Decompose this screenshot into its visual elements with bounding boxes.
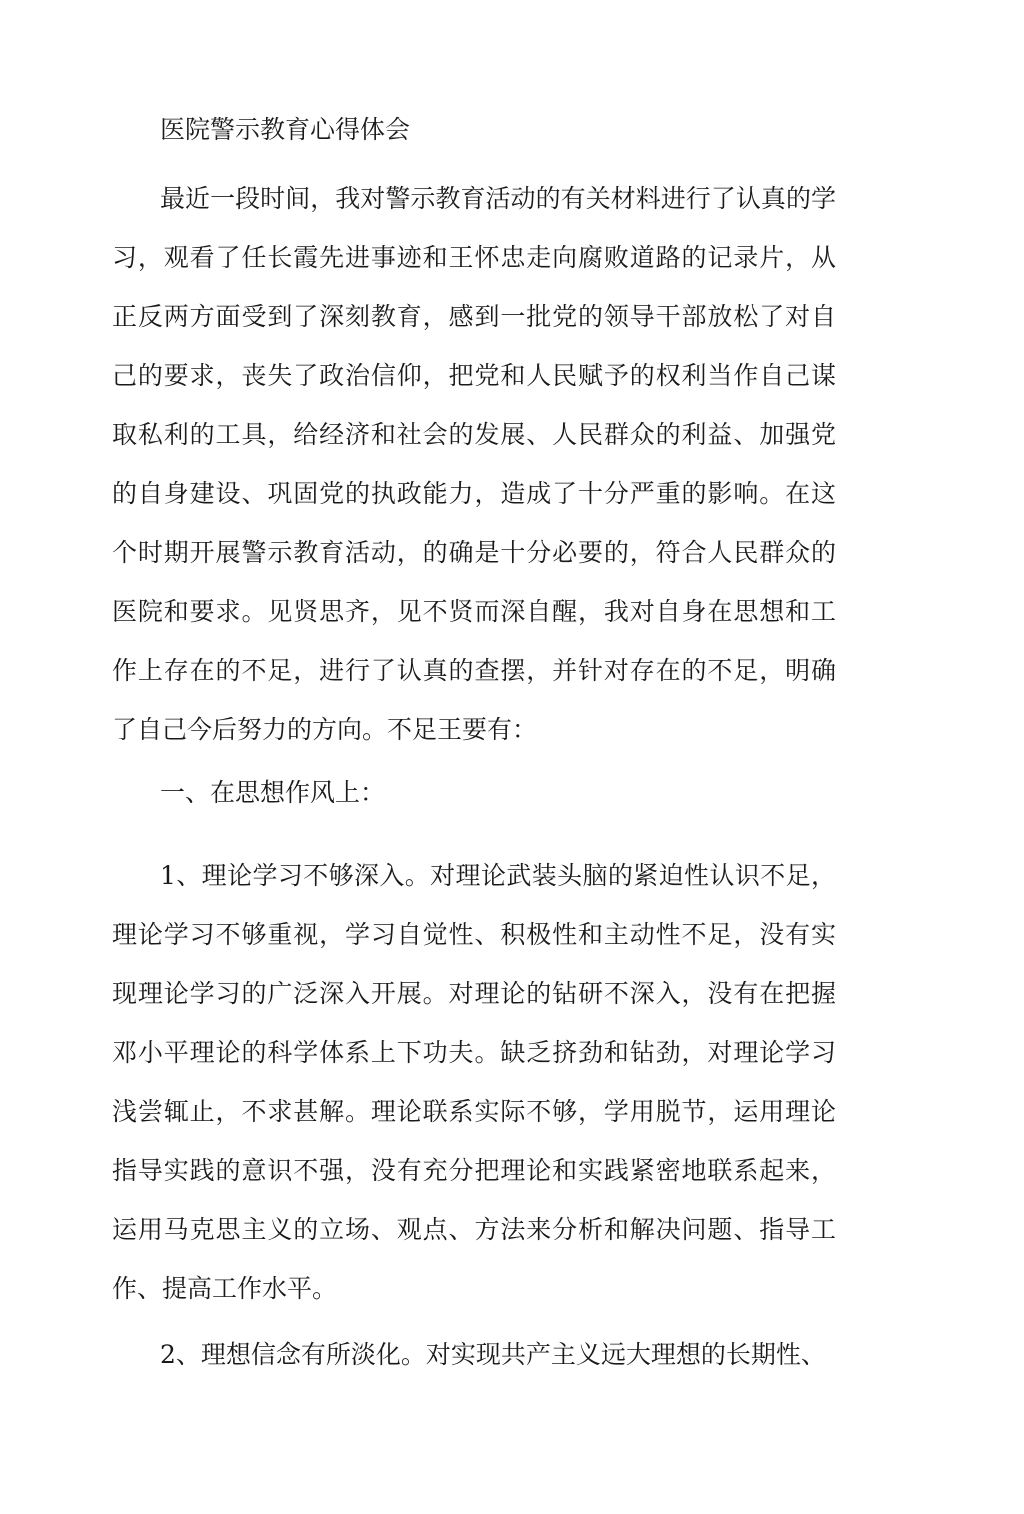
body-paragraph: 最近一段时间，我对警示教育活动的有关材料进行了认真的学习，观看了任长霞先进事迹和王怀忠走向腐败道路的记录片，从正反两方面受到了深刻教育，感到一批党的领导干部放松了对自己的要求，丧失了政治信仰，把党和人民赋予的权利当作自己谋取私利的工具，给经济和社会的发展、人民群众的利益、加强党的自身建设、巩固党的执政能力，造成了十分严重的影响。在这个时期开展警示教育活动，的确是十分必要的，符合人民群众的医院和要求。见贤思齐，见不贤而深自醒，我对自身在思想和工作上存在的不足，进行了认真的查摆，并针对存在的不足，明确了自己今后努力的方向。不足王要有： [112,184,836,744]
section-heading: 一、在思想作风上： [160,778,386,807]
document-title: 医院警示教育心得体会 [160,115,411,144]
body-paragraph: 2、理想信念有所淡化。对实现共产主义远大理想的长期性、 [160,1340,826,1369]
body-paragraph: 1、理论学习不够深入。对理论武装头脑的紧迫性认识不足，理论学习不够重视，学习自觉性、积极性和主动性不足，没有实现理论学习的广泛深入开展。对理论的钻研不深入，没有在把握邓小平理论的科学体系上下功夫。缺乏挤劲和钻劲，对理论学习浅尝辄止，不求甚解。理论联系实际不够，学用脱节，运用理论指导实践的意识不强，没有充分把理论和实践紧密地联系起来，运用马克思主义的立场、观点、方法来分析和解决问题、指导工作、提高工作水平。 [112,861,836,1303]
